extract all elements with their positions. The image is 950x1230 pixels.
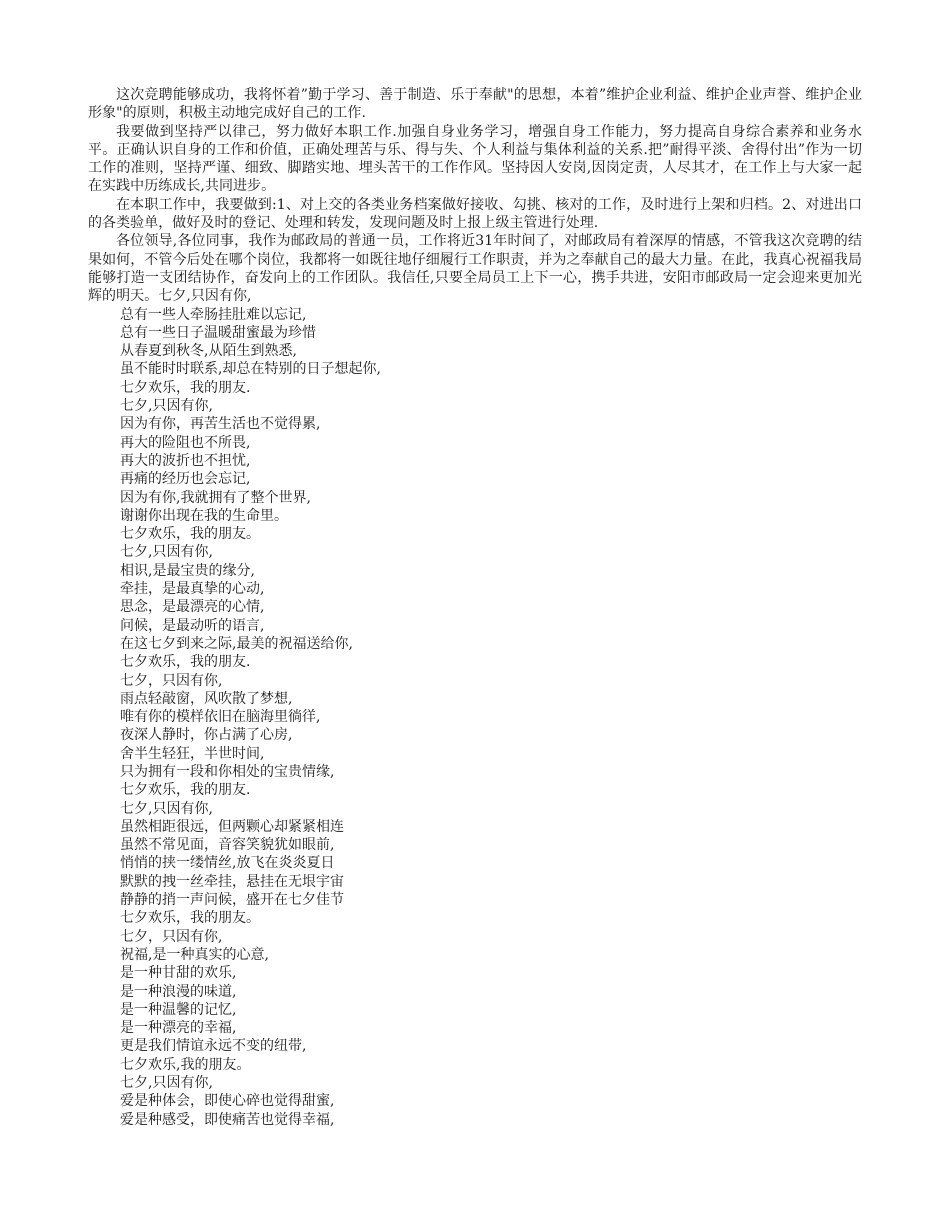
poem-line: 谢谢你出现在我的生命里。 bbox=[120, 507, 288, 524]
qixi-poem bbox=[88, 306, 862, 1129]
paragraph-competition-success: 这次竞聘能够成功，我将怀着”勤于学习、善于制造、乐于奉献"的思想，本着”维护企业利益、维护企业声誉、维护企业形象"的原则，积极主动地完成好自己的工作. bbox=[88, 87, 862, 122]
poem-line: 七夕，只因有你, bbox=[120, 672, 223, 689]
poem-line: 祝福,是一种真实的心意, bbox=[120, 946, 269, 963]
poem-line: 静静的捎一声问候，盛开在七夕佳节 bbox=[120, 892, 344, 909]
poem-line: 七夕欢乐，我的朋友。 bbox=[120, 526, 260, 543]
document-body bbox=[88, 86, 862, 1129]
poem-line: 只为拥有一段和你相处的宝贵情缘, bbox=[120, 763, 335, 780]
poem-line: 因为有你,我就拥有了整个世界, bbox=[120, 489, 311, 506]
poem-line: 虽然相距很远，但两颗心却紧紧相连 bbox=[120, 818, 344, 835]
poem-line: 相识,是最宝贵的缘分, bbox=[120, 562, 255, 579]
poem-line: 悄悄的挟一缕情丝,放飞在炎炎夏日 bbox=[120, 855, 335, 872]
poem-line: 默默的拽一丝牵挂，悬挂在无垠宇宙 bbox=[120, 873, 344, 890]
poem-line: 虽然不常见面，音容笑貌犹如眼前, bbox=[120, 837, 335, 854]
poem-line: 七夕,只因有你, bbox=[120, 800, 213, 817]
poem-line: 七夕欢乐，我的朋友。 bbox=[120, 910, 260, 927]
poem-line: 牵挂，是最真挚的心动, bbox=[120, 581, 265, 598]
poem-line: 总有一些日子温暖甜蜜最为珍惜 bbox=[120, 324, 316, 341]
poem-line: 思念，是最漂亮的心情, bbox=[120, 599, 265, 616]
poem-line: 爱是种感受，即使痛苦也觉得幸福, bbox=[120, 1111, 335, 1128]
poem-line: 再大的波折也不担忧, bbox=[120, 452, 251, 469]
poem-line: 七夕,只因有你, bbox=[120, 398, 213, 415]
paragraph-job-duties: 在本职工作中，我要做到:1、对上交的各类业务档案做好接收、勾挑、核对的工作，及时进行上架和归档。2、对进出口的各类验单，做好及时的登记、处理和转发，发现问题及时上报上级主管进行处理. bbox=[88, 196, 862, 232]
poem-line: 总有一些人牵肠挂肚难以忘记, bbox=[120, 306, 307, 323]
poem-line: 七夕欢乐，我的朋友. bbox=[120, 654, 251, 671]
poem-line: 七夕欢乐，我的朋友. bbox=[120, 782, 251, 799]
poem-line: 再大的险阻也不所畏, bbox=[120, 434, 251, 451]
poem-line: 雨点轻敲窗，风吹散了梦想, bbox=[120, 690, 293, 707]
poem-line: 再痛的经历也会忘记, bbox=[120, 471, 251, 488]
poem-line: 在这七夕到来之际,最美的祝福送给你, bbox=[120, 635, 353, 652]
poem-line: 舍半生轻狂，半世时间, bbox=[120, 745, 265, 762]
poem-line: 是一种漂亮的幸福, bbox=[120, 1020, 237, 1037]
paragraph-self-discipline: 我要做到坚持严以律己，努力做好本职工作.加强自身业务学习，增强自身工作能力，努力提高自身综合素养和业务水平。正确认识自身的工作和价值，正确处理苦与乐、得与失、个人利益与集体利益的关系.把”耐得平淡、舍得付出”作为一切工作的准则，坚持严谨、细致、脚踏实地、埋头苦干的工作作风。坚持因人安岗,因岗定责，人尽其才，在工作上与大家一起在实践中历练成长,共同进步。 bbox=[88, 123, 862, 195]
poem-line: 是一种甘甜的欢乐, bbox=[120, 965, 237, 982]
poem-line: 更是我们情谊永远不变的纽带, bbox=[120, 1038, 307, 1055]
poem-line: 七夕,只因有你, bbox=[120, 1075, 213, 1092]
poem-line: 爱是种体会，即使心碎也觉得甜蜜, bbox=[120, 1093, 335, 1110]
poem-line: 因为有你，再苦生活也不觉得累, bbox=[120, 416, 321, 433]
poem-line: 是一种浪漫的味道, bbox=[120, 983, 237, 1000]
poem-line: 唯有你的模样依旧在脑海里徜徉, bbox=[120, 709, 321, 726]
poem-line: 七夕,只因有你, bbox=[120, 544, 213, 561]
poem-line: 七夕欢乐,我的朋友。 bbox=[120, 1056, 251, 1073]
poem-line: 问候，是最动听的语言, bbox=[120, 617, 265, 634]
poem-line: 七夕，只因有你, bbox=[120, 928, 223, 945]
paragraph-closing-remarks: 各位领导,各位同事，我作为邮政局的普通一员，工作将近31年时间了，对邮政局有着深厚的情感，不管我这次竞聘的结果如何，不管今后处在哪个岗位，我都将一如既往地仔细履行工作职责，并为之奉献自己的最大力量。在此，我真心祝福我局能够打造一支团结协作，奋发向上的工作团队。我信任,只要全局员工上下一心，携手共进，安阳市邮政局一定会迎来更加光辉的明天。七夕,只因有你, bbox=[88, 233, 862, 305]
poem-line: 从春夏到秋冬,从陌生到熟悉, bbox=[120, 343, 297, 360]
poem-line: 虽不能时时联系,却总在特别的日子想起你, bbox=[120, 361, 381, 378]
poem-line: 七夕欢乐，我的朋友. bbox=[120, 379, 251, 396]
poem-line: 夜深人静时，你占满了心房, bbox=[120, 727, 293, 744]
poem-line: 是一种温馨的记忆, bbox=[120, 1001, 237, 1018]
